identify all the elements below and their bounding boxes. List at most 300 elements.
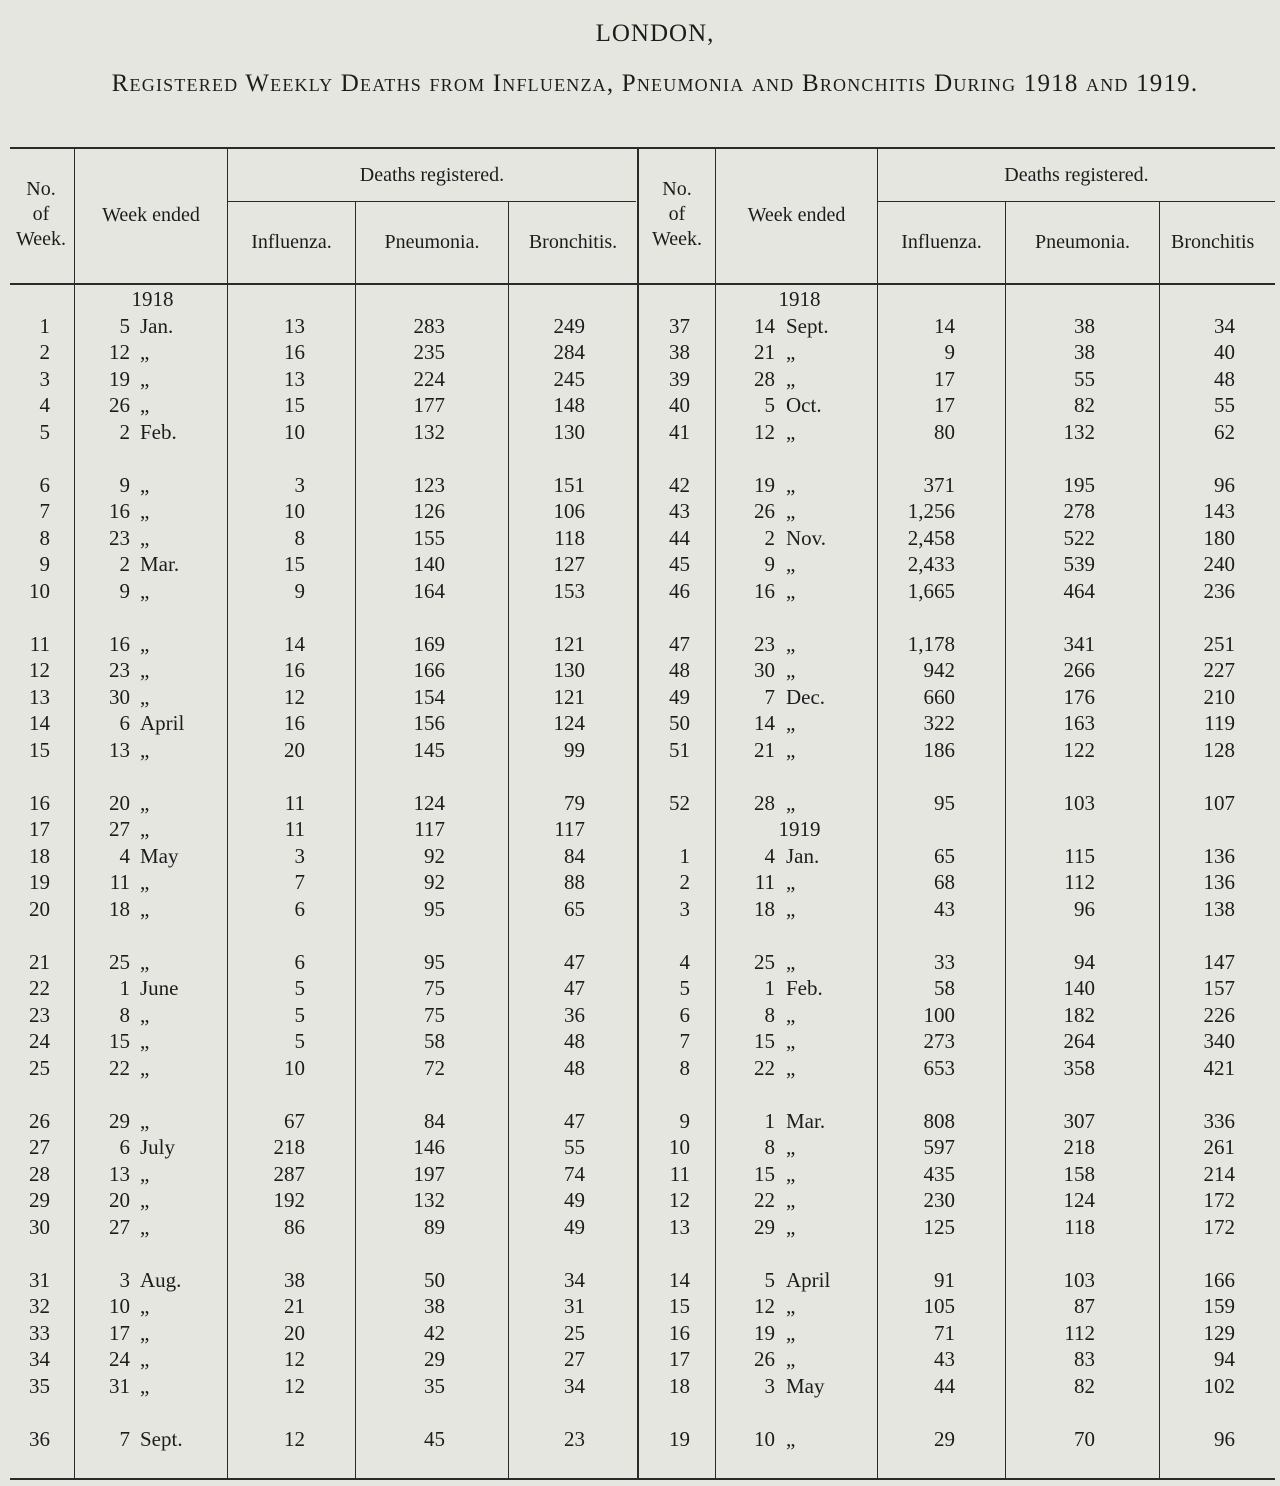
influenza-deaths: 105 bbox=[923, 1294, 955, 1318]
influenza-deaths: 435 bbox=[923, 1161, 955, 1186]
week-number: 51 bbox=[669, 737, 690, 762]
week-month: „ bbox=[140, 366, 150, 391]
deaths-subrule-right bbox=[878, 201, 1275, 202]
bronchitis-deaths: 47 bbox=[564, 949, 585, 974]
influenza-deaths: 21 bbox=[284, 1294, 305, 1318]
week-month: Jan. bbox=[786, 843, 820, 868]
pneumonia-deaths: 464 bbox=[1063, 578, 1095, 603]
influenza-deaths: 38 bbox=[284, 1267, 305, 1292]
week-day: 21 bbox=[754, 737, 775, 762]
bronchitis-deaths: 153 bbox=[553, 578, 585, 603]
bronchitis-deaths: 27 bbox=[564, 1347, 585, 1371]
week-month: „ bbox=[140, 1002, 150, 1027]
pneumonia-deaths: 140 bbox=[1063, 976, 1095, 1000]
week-day: 22 bbox=[109, 1055, 130, 1080]
week-number: 21 bbox=[29, 949, 50, 974]
influenza-deaths: 12 bbox=[284, 684, 305, 709]
influenza-deaths: 16 bbox=[284, 340, 305, 364]
pneumonia-deaths: 224 bbox=[413, 366, 445, 391]
week-month: „ bbox=[140, 790, 150, 815]
influenza-deaths: 17 bbox=[934, 366, 955, 391]
week-day: 8 bbox=[119, 1002, 130, 1027]
week-month: Sept. bbox=[786, 313, 829, 338]
pneumonia-deaths: 154 bbox=[413, 684, 445, 709]
week-number: 13 bbox=[669, 1214, 690, 1239]
week-day: 8 bbox=[764, 1002, 775, 1027]
influenza-deaths: 95 bbox=[934, 790, 955, 815]
pneumonia-deaths: 103 bbox=[1063, 790, 1095, 815]
influenza-deaths: 15 bbox=[284, 393, 305, 417]
influenza-deaths: 7 bbox=[294, 870, 305, 894]
week-day: 3 bbox=[119, 1267, 130, 1292]
week-number: 36 bbox=[29, 1426, 50, 1451]
week-number: 5 bbox=[679, 976, 690, 1000]
week-month: „ bbox=[786, 1426, 796, 1451]
pneumonia-deaths: 112 bbox=[1064, 1320, 1095, 1345]
pneumonia-deaths: 75 bbox=[424, 976, 445, 1000]
influenza-deaths: 100 bbox=[923, 1002, 955, 1027]
bronchitis-deaths: 240 bbox=[1203, 552, 1235, 576]
column-divider bbox=[637, 149, 639, 1478]
influenza-deaths: 11 bbox=[284, 817, 305, 841]
influenza-deaths: 8 bbox=[294, 525, 305, 550]
week-day: 29 bbox=[109, 1108, 130, 1133]
pneumonia-deaths: 164 bbox=[413, 578, 445, 603]
week-day: 26 bbox=[754, 1347, 775, 1371]
bronchitis-deaths: 65 bbox=[564, 896, 585, 921]
week-day: 12 bbox=[754, 1294, 775, 1318]
bronchitis-deaths: 55 bbox=[1214, 393, 1235, 417]
week-number: 18 bbox=[669, 1373, 690, 1398]
bronchitis-deaths: 251 bbox=[1203, 631, 1235, 656]
bronchitis-deaths: 99 bbox=[564, 737, 585, 762]
week-month: „ bbox=[786, 1347, 796, 1371]
week-day: 4 bbox=[764, 843, 775, 868]
week-month: „ bbox=[786, 499, 796, 523]
influenza-deaths: 3 bbox=[294, 472, 305, 497]
influenza-deaths: 29 bbox=[934, 1426, 955, 1451]
week-month: Oct. bbox=[786, 393, 822, 417]
bronchitis-deaths: 210 bbox=[1203, 684, 1235, 709]
bronchitis-deaths: 151 bbox=[553, 472, 585, 497]
bronchitis-deaths: 36 bbox=[564, 1002, 585, 1027]
influenza-deaths: 58 bbox=[934, 976, 955, 1000]
week-number: 40 bbox=[669, 393, 690, 417]
influenza-deaths: 9 bbox=[944, 340, 955, 364]
influenza-deaths: 9 bbox=[294, 578, 305, 603]
week-month: Mar. bbox=[786, 1108, 826, 1133]
week-number: 4 bbox=[679, 949, 690, 974]
week-month: „ bbox=[786, 1055, 796, 1080]
week-day: 12 bbox=[109, 340, 130, 364]
week-day: 23 bbox=[109, 525, 130, 550]
pneumonia-deaths: 283 bbox=[413, 313, 445, 338]
pneumonia-deaths: 145 bbox=[413, 737, 445, 762]
pneumonia-deaths: 132 bbox=[413, 419, 445, 444]
pneumonia-deaths: 42 bbox=[424, 1320, 445, 1345]
table-subtitle: Registered Weekly Deaths from Influenza, Pneumonia and Bronchitis During 1918 and 1919. bbox=[111, 70, 1199, 97]
header-no-of-week: No. of Week. bbox=[651, 178, 703, 250]
bronchitis-deaths: 172 bbox=[1203, 1188, 1235, 1212]
bronchitis-deaths: 180 bbox=[1203, 525, 1235, 550]
influenza-deaths: 6 bbox=[294, 896, 305, 921]
week-number: 27 bbox=[29, 1135, 50, 1159]
bronchitis-deaths: 23 bbox=[564, 1426, 585, 1451]
week-number: 46 bbox=[669, 578, 690, 603]
week-month: „ bbox=[140, 817, 150, 841]
week-day: 17 bbox=[109, 1320, 130, 1345]
pneumonia-deaths: 55 bbox=[1074, 366, 1095, 391]
week-number: 41 bbox=[669, 419, 690, 444]
week-day: 15 bbox=[109, 1029, 130, 1053]
pneumonia-deaths: 163 bbox=[1063, 711, 1095, 735]
bronchitis-deaths: 25 bbox=[564, 1320, 585, 1345]
week-day: 27 bbox=[109, 817, 130, 841]
bronchitis-deaths: 47 bbox=[564, 1108, 585, 1133]
pneumonia-deaths: 38 bbox=[424, 1294, 445, 1318]
influenza-deaths: 16 bbox=[284, 711, 305, 735]
week-month: „ bbox=[140, 1029, 150, 1053]
week-day: 15 bbox=[754, 1161, 775, 1186]
pneumonia-deaths: 70 bbox=[1074, 1426, 1095, 1451]
week-number: 31 bbox=[29, 1267, 50, 1292]
week-month: „ bbox=[786, 472, 796, 497]
week-month: „ bbox=[786, 711, 796, 735]
bronchitis-deaths: 40 bbox=[1214, 340, 1235, 364]
week-month: „ bbox=[140, 578, 150, 603]
influenza-deaths: 33 bbox=[934, 949, 955, 974]
week-month: „ bbox=[786, 658, 796, 682]
pneumonia-deaths: 83 bbox=[1074, 1347, 1095, 1371]
influenza-deaths: 14 bbox=[284, 631, 305, 656]
week-number: 25 bbox=[29, 1055, 50, 1080]
week-day: 11 bbox=[109, 870, 130, 894]
pneumonia-deaths: 82 bbox=[1074, 393, 1095, 417]
week-number: 8 bbox=[679, 1055, 690, 1080]
week-day: 27 bbox=[109, 1214, 130, 1239]
year-heading: 1919 bbox=[778, 817, 821, 841]
pneumonia-deaths: 358 bbox=[1063, 1055, 1095, 1080]
week-month: Feb. bbox=[786, 976, 823, 1000]
influenza-deaths: 20 bbox=[284, 1320, 305, 1345]
influenza-deaths: 13 bbox=[284, 313, 305, 338]
week-day: 16 bbox=[109, 499, 130, 523]
week-day: 15 bbox=[754, 1029, 775, 1053]
pneumonia-deaths: 95 bbox=[424, 949, 445, 974]
influenza-deaths: 67 bbox=[284, 1108, 305, 1133]
week-number: 49 bbox=[669, 684, 690, 709]
week-number: 10 bbox=[669, 1135, 690, 1159]
influenza-deaths: 125 bbox=[923, 1214, 955, 1239]
pneumonia-deaths: 123 bbox=[413, 472, 445, 497]
week-month: „ bbox=[786, 1294, 796, 1318]
week-day: 30 bbox=[754, 658, 775, 682]
week-day: 10 bbox=[109, 1294, 130, 1318]
week-day: 26 bbox=[754, 499, 775, 523]
week-day: 23 bbox=[754, 631, 775, 656]
bronchitis-deaths: 121 bbox=[553, 684, 585, 709]
week-number: 38 bbox=[669, 340, 690, 364]
influenza-deaths: 13 bbox=[284, 366, 305, 391]
week-month: „ bbox=[786, 790, 796, 815]
influenza-deaths: 371 bbox=[923, 472, 955, 497]
week-day: 1 bbox=[119, 976, 130, 1000]
week-day: 20 bbox=[109, 1188, 130, 1212]
week-number: 7 bbox=[679, 1029, 690, 1053]
week-month: „ bbox=[786, 1002, 796, 1027]
week-month: „ bbox=[786, 737, 796, 762]
influenza-deaths: 43 bbox=[934, 896, 955, 921]
influenza-deaths: 5 bbox=[294, 1029, 305, 1053]
pneumonia-deaths: 182 bbox=[1063, 1002, 1095, 1027]
bronchitis-deaths: 214 bbox=[1203, 1161, 1235, 1186]
bronchitis-deaths: 336 bbox=[1203, 1108, 1235, 1133]
bronchitis-deaths: 102 bbox=[1203, 1373, 1235, 1398]
week-day: 8 bbox=[764, 1135, 775, 1159]
pneumonia-deaths: 103 bbox=[1063, 1267, 1095, 1292]
week-day: 10 bbox=[754, 1426, 775, 1451]
influenza-deaths: 14 bbox=[934, 313, 955, 338]
bronchitis-deaths: 147 bbox=[1203, 949, 1235, 974]
week-month: „ bbox=[140, 684, 150, 709]
week-month: „ bbox=[786, 896, 796, 921]
pneumonia-deaths: 195 bbox=[1063, 472, 1095, 497]
pneumonia-deaths: 118 bbox=[1064, 1214, 1095, 1239]
week-day: 30 bbox=[109, 684, 130, 709]
week-day: 7 bbox=[119, 1426, 130, 1451]
pneumonia-deaths: 38 bbox=[1074, 313, 1095, 338]
bronchitis-deaths: 421 bbox=[1203, 1055, 1235, 1080]
week-day: 6 bbox=[119, 711, 130, 735]
week-number: 3 bbox=[679, 896, 690, 921]
week-month: „ bbox=[786, 1029, 796, 1053]
week-month: „ bbox=[140, 1320, 150, 1345]
week-month: „ bbox=[786, 1188, 796, 1212]
week-day: 14 bbox=[754, 313, 775, 338]
pneumonia-deaths: 266 bbox=[1063, 658, 1095, 682]
week-number: 33 bbox=[29, 1320, 50, 1345]
week-day: 2 bbox=[119, 552, 130, 576]
week-month: „ bbox=[786, 1214, 796, 1239]
week-number: 44 bbox=[669, 525, 690, 550]
influenza-deaths: 186 bbox=[923, 737, 955, 762]
column-divider bbox=[74, 149, 75, 1478]
week-day: 1 bbox=[764, 1108, 775, 1133]
header-week-ended: Week ended bbox=[747, 204, 846, 226]
pneumonia-deaths: 50 bbox=[424, 1267, 445, 1292]
pneumonia-deaths: 169 bbox=[413, 631, 445, 656]
week-month: Aug. bbox=[140, 1267, 182, 1292]
week-day: 9 bbox=[119, 578, 130, 603]
week-month: April bbox=[140, 711, 185, 735]
pneumonia-deaths: 96 bbox=[1074, 896, 1095, 921]
influenza-deaths: 2,433 bbox=[907, 552, 955, 576]
week-number: 50 bbox=[669, 711, 690, 735]
week-day: 19 bbox=[109, 366, 130, 391]
week-number: 18 bbox=[29, 843, 50, 868]
week-month: „ bbox=[786, 366, 796, 391]
week-day: 31 bbox=[109, 1373, 130, 1398]
week-number: 42 bbox=[669, 472, 690, 497]
bronchitis-deaths: 74 bbox=[564, 1161, 585, 1186]
week-number: 24 bbox=[29, 1029, 50, 1053]
pneumonia-deaths: 89 bbox=[424, 1214, 445, 1239]
bronchitis-deaths: 138 bbox=[1203, 896, 1235, 921]
bronchitis-deaths: 130 bbox=[553, 658, 585, 682]
week-month: May bbox=[140, 843, 179, 868]
week-number: 43 bbox=[669, 499, 690, 523]
bronchitis-deaths: 236 bbox=[1203, 578, 1235, 603]
bronchitis-deaths: 249 bbox=[553, 313, 585, 338]
week-number: 1 bbox=[679, 843, 690, 868]
bronchitis-deaths: 49 bbox=[564, 1188, 585, 1212]
header-bottom-rule bbox=[10, 283, 1275, 285]
influenza-deaths: 322 bbox=[923, 711, 955, 735]
pneumonia-deaths: 58 bbox=[424, 1029, 445, 1053]
week-number: 32 bbox=[29, 1294, 50, 1318]
header-deaths-registered: Deaths registered. bbox=[359, 164, 505, 186]
bronchitis-deaths: 118 bbox=[554, 525, 585, 550]
influenza-deaths: 10 bbox=[284, 419, 305, 444]
week-number: 26 bbox=[29, 1108, 50, 1133]
week-number: 2 bbox=[39, 340, 50, 364]
header-deaths-registered: Deaths registered. bbox=[1004, 164, 1149, 186]
influenza-deaths: 43 bbox=[934, 1347, 955, 1371]
influenza-deaths: 10 bbox=[284, 1055, 305, 1080]
bronchitis-deaths: 79 bbox=[564, 790, 585, 815]
pneumonia-deaths: 75 bbox=[424, 1002, 445, 1027]
week-day: 2 bbox=[764, 525, 775, 550]
header-week-ended: Week ended bbox=[102, 204, 200, 226]
header-influenza: Influenza. bbox=[251, 231, 332, 253]
pneumonia-deaths: 307 bbox=[1063, 1108, 1095, 1133]
pneumonia-deaths: 155 bbox=[413, 525, 445, 550]
influenza-deaths: 808 bbox=[923, 1108, 955, 1133]
week-number: 6 bbox=[679, 1002, 690, 1027]
week-day: 5 bbox=[764, 393, 775, 417]
week-number: 13 bbox=[29, 684, 50, 709]
week-day: 6 bbox=[119, 1135, 130, 1159]
week-day: 7 bbox=[764, 684, 775, 709]
week-month: „ bbox=[140, 393, 150, 417]
pneumonia-deaths: 132 bbox=[413, 1188, 445, 1212]
week-month: April bbox=[786, 1267, 831, 1292]
week-number: 15 bbox=[669, 1294, 690, 1318]
week-number: 11 bbox=[669, 1161, 690, 1186]
week-month: „ bbox=[140, 499, 150, 523]
week-month: May bbox=[786, 1373, 825, 1398]
bronchitis-deaths: 121 bbox=[553, 631, 585, 656]
column-divider bbox=[715, 149, 716, 1478]
bronchitis-deaths: 128 bbox=[1203, 737, 1235, 762]
bronchitis-deaths: 227 bbox=[1203, 658, 1235, 682]
pneumonia-deaths: 122 bbox=[1063, 737, 1095, 762]
week-day: 12 bbox=[754, 419, 775, 444]
influenza-deaths: 65 bbox=[934, 843, 955, 868]
bronchitis-deaths: 84 bbox=[564, 843, 585, 868]
pneumonia-deaths: 126 bbox=[413, 499, 445, 523]
pneumonia-deaths: 35 bbox=[424, 1373, 445, 1398]
bronchitis-deaths: 48 bbox=[564, 1055, 585, 1080]
week-number: 48 bbox=[669, 658, 690, 682]
week-day: 4 bbox=[119, 843, 130, 868]
bronchitis-deaths: 96 bbox=[1214, 1426, 1235, 1451]
week-month: „ bbox=[140, 1188, 150, 1212]
week-day: 22 bbox=[754, 1055, 775, 1080]
pneumonia-deaths: 45 bbox=[424, 1426, 445, 1451]
week-number: 1 bbox=[39, 313, 50, 338]
pneumonia-deaths: 92 bbox=[424, 843, 445, 868]
week-number: 11 bbox=[29, 631, 50, 656]
week-month: Nov. bbox=[786, 525, 827, 550]
deaths-subrule-left bbox=[228, 201, 636, 202]
influenza-deaths: 3 bbox=[294, 843, 305, 868]
influenza-deaths: 91 bbox=[934, 1267, 955, 1292]
bronchitis-deaths: 148 bbox=[553, 393, 585, 417]
week-number: 35 bbox=[29, 1373, 50, 1398]
week-month: „ bbox=[786, 1135, 796, 1159]
year-heading: 1918 bbox=[131, 287, 174, 311]
week-day: 5 bbox=[764, 1267, 775, 1292]
pneumonia-deaths: 341 bbox=[1063, 631, 1095, 656]
week-number: 3 bbox=[39, 366, 50, 391]
influenza-deaths: 273 bbox=[923, 1029, 955, 1053]
week-day: 20 bbox=[109, 790, 130, 815]
week-day: 2 bbox=[119, 419, 130, 444]
week-day: 13 bbox=[109, 1161, 130, 1186]
bronchitis-deaths: 106 bbox=[553, 499, 585, 523]
week-number: 9 bbox=[39, 552, 50, 576]
pneumonia-deaths: 115 bbox=[1064, 843, 1095, 868]
week-day: 16 bbox=[109, 631, 130, 656]
week-number: 15 bbox=[29, 737, 50, 762]
pneumonia-deaths: 82 bbox=[1074, 1373, 1095, 1398]
week-month: „ bbox=[140, 631, 150, 656]
week-number: 29 bbox=[29, 1188, 50, 1212]
week-number: 8 bbox=[39, 525, 50, 550]
week-number: 34 bbox=[29, 1347, 50, 1371]
influenza-deaths: 80 bbox=[934, 419, 955, 444]
week-month: „ bbox=[140, 737, 150, 762]
pneumonia-deaths: 124 bbox=[413, 790, 445, 815]
influenza-deaths: 12 bbox=[284, 1373, 305, 1398]
bronchitis-deaths: 88 bbox=[564, 870, 585, 894]
week-number: 16 bbox=[29, 790, 50, 815]
week-number: 45 bbox=[669, 552, 690, 576]
week-number: 22 bbox=[29, 976, 50, 1000]
week-day: 21 bbox=[754, 340, 775, 364]
pneumonia-deaths: 117 bbox=[414, 817, 445, 841]
week-number: 6 bbox=[39, 472, 50, 497]
week-month: „ bbox=[786, 870, 796, 894]
page-title: LONDON, bbox=[595, 20, 715, 47]
week-month: „ bbox=[140, 896, 150, 921]
header-bronchitis: Bronchitis. bbox=[528, 231, 618, 253]
pneumonia-deaths: 87 bbox=[1074, 1294, 1095, 1318]
influenza-deaths: 12 bbox=[284, 1426, 305, 1451]
influenza-deaths: 71 bbox=[934, 1320, 955, 1345]
week-day: 26 bbox=[109, 393, 130, 417]
pneumonia-deaths: 166 bbox=[413, 658, 445, 682]
pneumonia-deaths: 158 bbox=[1063, 1161, 1095, 1186]
week-number: 39 bbox=[669, 366, 690, 391]
week-number: 4 bbox=[39, 393, 50, 417]
week-number: 14 bbox=[669, 1267, 690, 1292]
bronchitis-deaths: 34 bbox=[564, 1373, 585, 1398]
week-number: 30 bbox=[29, 1214, 50, 1239]
pneumonia-deaths: 38 bbox=[1074, 340, 1095, 364]
week-month: „ bbox=[140, 1214, 150, 1239]
